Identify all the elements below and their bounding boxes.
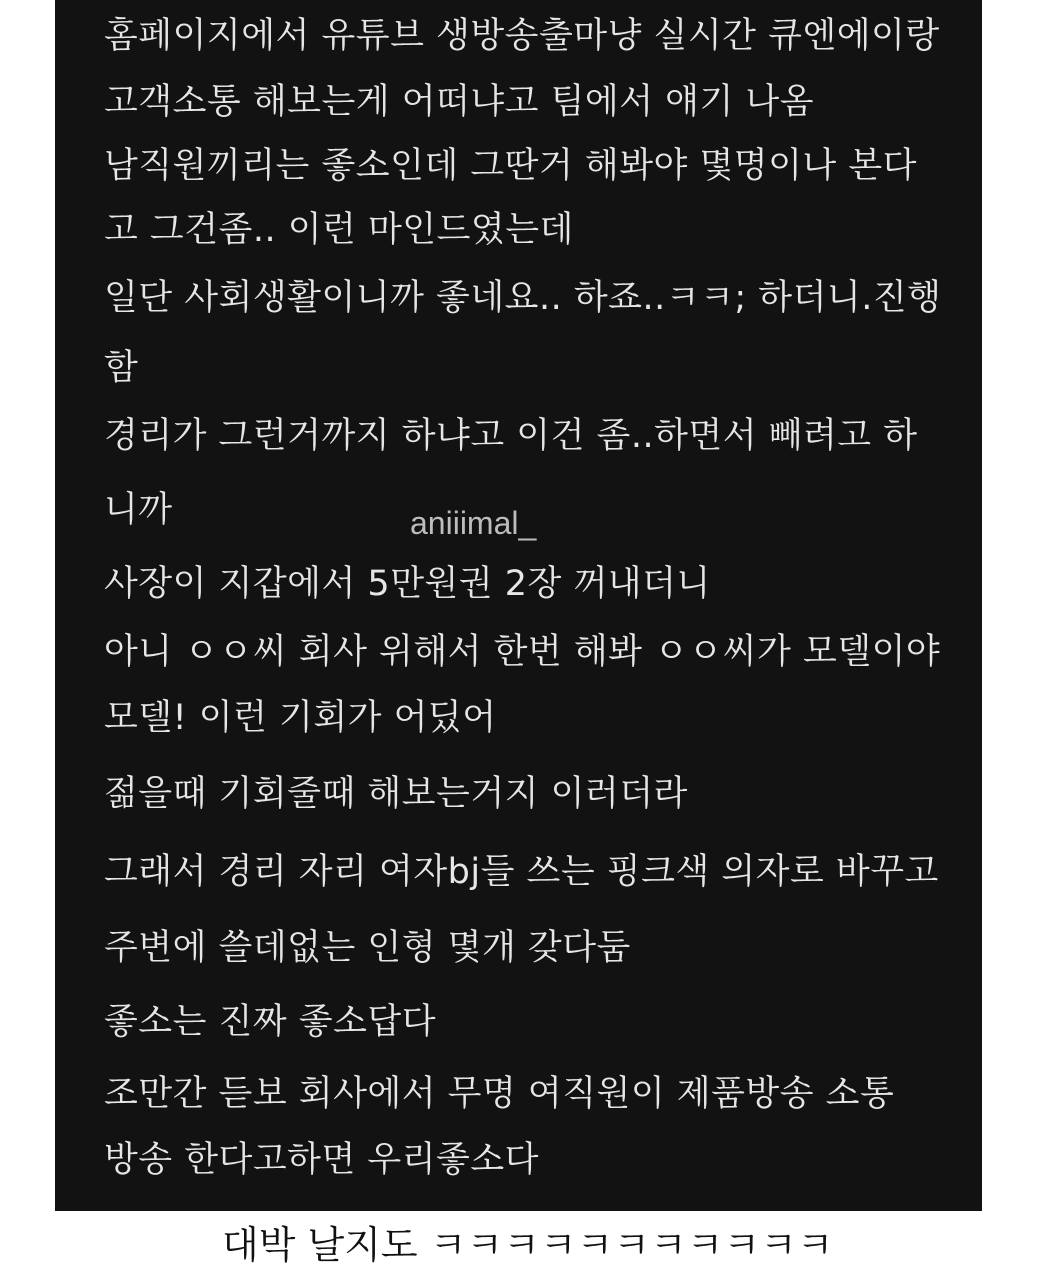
- post-text-line: 좋소는 진짜 좋소답다: [104, 1002, 437, 1042]
- post-text-line: 남직원끼리는 좋소인데 그딴거 해봐야 몇명이나 본다: [104, 146, 917, 186]
- post-text-line: 방송 한다고하면 우리좋소다: [104, 1140, 539, 1180]
- post-text-line: 경리가 그런거까지 하냐고 이건 좀..하면서 빼려고 하: [104, 416, 918, 456]
- post-text-line: 고 그건좀.. 이런 마인드였는데: [104, 210, 574, 250]
- post-text-line: 일단 사회생활이니까 좋네요.. 하죠..ㅋㅋ; 하더니.진행: [104, 278, 942, 318]
- caption-text: 대박 날지도 ㅋㅋㅋㅋㅋㅋㅋㅋㅋㅋㅋ: [222, 1223, 834, 1267]
- post-text-line: 홈페이지에서 유튜브 생방송출마냥 실시간 큐엔에이랑: [104, 16, 940, 56]
- post-text-line: 젊을때 기회줄때 해보는거지 이러더라: [104, 774, 688, 814]
- post-text-line: 고객소통 해보는게 어떠냐고 팀에서 얘기 나옴: [104, 82, 815, 122]
- watermark-username: aniiimal_: [410, 505, 537, 541]
- post-text-line: 조만간 듣보 회사에서 무명 여직원이 제품방송 소통: [104, 1074, 895, 1114]
- post-text-line: 아니 ㅇㅇ씨 회사 위해서 한번 해봐 ㅇㅇ씨가 모델이야: [104, 632, 941, 672]
- post-text-line: 주변에 쓸데없는 인형 몇개 갖다둠: [104, 928, 631, 968]
- post-text-line: 그래서 경리 자리 여자bj들 쓰는 핑크색 의자로 바꾸고: [104, 852, 939, 892]
- post-text-line: 함: [104, 348, 139, 388]
- post-text-line: 니까: [104, 490, 173, 530]
- post-text-line: 모델! 이런 기회가 어딨어: [104, 698, 497, 738]
- post-text-line: 사장이 지갑에서 5만원권 2장 꺼내더니: [104, 564, 711, 604]
